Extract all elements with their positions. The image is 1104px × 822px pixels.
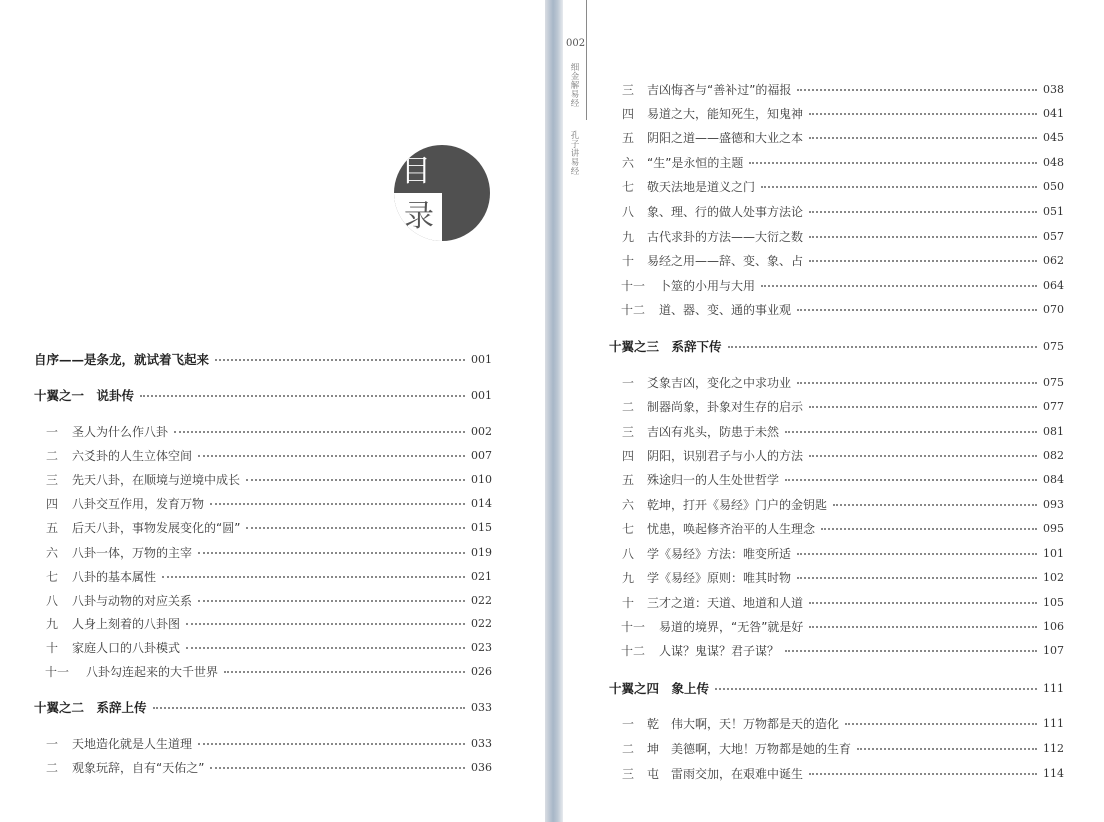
toc-entry-number: 七	[45, 570, 58, 584]
toc-entry-number: 十二	[620, 644, 645, 658]
toc-dot-leader	[797, 89, 1037, 91]
toc-dot-leader	[749, 162, 1037, 164]
toc-entry-title: 人谋？鬼谋？君子谋？	[659, 644, 780, 658]
toc-dot-leader	[809, 260, 1037, 262]
toc-entry-page: 084	[1043, 473, 1064, 486]
toc-entry-number: 九	[45, 617, 58, 631]
toc-entry-page: 101	[1043, 547, 1064, 560]
toc-entry-row	[563, 373, 1104, 393]
toc-dot-leader	[215, 359, 465, 361]
toc-entry-title: 易道的境界，“无咎”就是好	[659, 620, 804, 634]
toc-dot-leader	[809, 211, 1037, 213]
toc-entry-title: 殊途归一的人生处世哲学	[647, 473, 780, 487]
toc-dot-leader	[785, 479, 1037, 481]
toc-entry-row	[0, 543, 545, 563]
toc-entry-page: 007	[471, 449, 492, 462]
toc-entry-page: 001	[471, 353, 492, 366]
toc-dot-leader	[162, 576, 465, 578]
left-page	[0, 0, 545, 822]
toc-entry-page: 026	[471, 665, 492, 678]
toc-entry-row	[0, 567, 545, 587]
toc-dot-leader	[728, 346, 1037, 348]
toc-entry-title: 象、理、行的做人处事方法论	[647, 205, 804, 219]
toc-title-char-2: 录	[404, 199, 434, 234]
toc-entry-row	[563, 593, 1104, 613]
toc-entry-title: 八卦勾连起来的大千世界	[86, 665, 219, 679]
toc-dot-leader	[809, 236, 1037, 238]
toc-entry-title: 乾坤，打开《易经》门户的金钥匙	[647, 498, 828, 512]
toc-entry-number: 三	[621, 767, 634, 781]
toc-dot-leader	[809, 113, 1037, 115]
toc-dot-leader	[809, 137, 1037, 139]
toc-entry-number: 十	[621, 254, 634, 268]
toc-entry-page: 038	[1043, 83, 1064, 96]
toc-entry-page: 010	[471, 473, 492, 486]
toc-entry-number: 八	[45, 594, 58, 608]
toc-entry-row	[563, 470, 1104, 490]
toc-entry-page: 033	[471, 701, 492, 714]
toc-dot-leader	[797, 577, 1037, 579]
toc-entry-number: 九	[621, 571, 634, 585]
toc-entry-number: 十	[45, 641, 58, 655]
toc-dot-leader	[797, 553, 1037, 555]
toc-entry-title: 八卦与动物的对应关系	[72, 594, 193, 608]
toc-entry-row	[563, 177, 1104, 197]
toc-entry-page: 022	[471, 594, 492, 607]
book-gutter	[545, 0, 563, 822]
toc-entry-number: 二	[621, 400, 634, 414]
toc-entry-title: 天地造化就是人生道理	[72, 737, 193, 751]
toc-dot-leader	[785, 431, 1037, 433]
toc-entry-number: 九	[621, 230, 634, 244]
toc-entry-number: 五	[45, 521, 58, 535]
toc-entry-page: 077	[1043, 400, 1064, 413]
toc-section-row	[563, 679, 1104, 699]
toc-entry-title: 八卦的基本属性	[72, 570, 157, 584]
toc-entry-page: 036	[471, 761, 492, 774]
running-title-1: 细金解易经	[570, 63, 580, 109]
toc-entry-title: 屯 雷雨交加，在艰难中诞生	[647, 767, 804, 781]
toc-entry-number: 十一	[620, 279, 645, 293]
toc-entry-title: 易经之用——辞、变、象、占	[647, 254, 804, 268]
toc-entry-row	[563, 641, 1104, 661]
toc-entry-number: 三	[621, 425, 634, 439]
toc-dot-leader	[140, 395, 465, 397]
toc-entry-number: 一	[621, 376, 634, 390]
toc-entry-row	[563, 617, 1104, 637]
toc-entry-row	[563, 300, 1104, 320]
toc-entry-title: 圣人为什么作八卦	[72, 425, 169, 439]
toc-entry-title: 家庭人口的八卦模式	[72, 641, 181, 655]
toc-entry-row	[0, 494, 545, 514]
toc-entry-row	[563, 544, 1104, 564]
toc-entry-row	[563, 251, 1104, 271]
toc-dot-leader	[821, 528, 1037, 530]
toc-entry-page: 082	[1043, 449, 1064, 462]
toc-entry-number: 二	[45, 449, 58, 463]
toc-entry-row	[563, 495, 1104, 515]
toc-entry-row	[563, 764, 1104, 784]
toc-dot-leader	[198, 455, 465, 457]
toc-entry-title: “生”是永恒的主题	[647, 156, 744, 170]
toc-entry-page: 002	[471, 425, 492, 438]
toc-title-badge	[394, 145, 490, 241]
toc-entry-number: 二	[621, 742, 634, 756]
toc-entry-number: 六	[621, 498, 634, 512]
toc-entry-number: 四	[45, 497, 58, 511]
toc-entry-row	[563, 153, 1104, 173]
toc-entry-number: 四	[621, 107, 634, 121]
toc-entry-number: 十一	[620, 620, 645, 634]
toc-entry-page: 075	[1043, 376, 1064, 389]
toc-entry-page: 019	[471, 546, 492, 559]
toc-entry-row	[563, 519, 1104, 539]
toc-entry-page: 111	[1043, 682, 1064, 695]
toc-dot-leader	[224, 671, 465, 673]
toc-entry-title: 古代求卦的方法——大衍之数	[647, 230, 804, 244]
toc-entry-page: 075	[1043, 340, 1064, 353]
toc-dot-leader	[809, 602, 1037, 604]
toc-entry-row	[563, 446, 1104, 466]
toc-entry-row	[0, 591, 545, 611]
toc-dot-leader	[246, 527, 465, 529]
toc-entry-number: 一	[45, 425, 58, 439]
toc-dot-leader	[198, 600, 465, 602]
toc-entry-title: 三才之道：天道、地道和人道	[647, 596, 804, 610]
toc-entry-row	[0, 470, 545, 490]
toc-section-row	[0, 698, 545, 718]
toc-entry-title: 自序——是条龙，就试着飞起来	[34, 352, 210, 367]
toc-entry-page: 050	[1043, 180, 1064, 193]
toc-entry-row	[563, 128, 1104, 148]
toc-entry-row	[0, 518, 545, 538]
toc-dot-leader	[246, 479, 465, 481]
toc-dot-leader	[715, 688, 1037, 690]
toc-entry-title: 十翼之一 说卦传	[34, 388, 135, 403]
right-page	[563, 0, 1104, 822]
toc-entry-number: 二	[45, 761, 58, 775]
toc-dot-leader	[761, 285, 1037, 287]
toc-entry-number: 七	[621, 180, 634, 194]
toc-entry-row	[0, 446, 545, 466]
toc-entry-title: 八卦交互作用，发育万物	[72, 497, 205, 511]
toc-dot-leader	[186, 623, 465, 625]
toc-entry-page: 093	[1043, 498, 1064, 511]
toc-section-row	[0, 386, 545, 406]
toc-section-row	[563, 337, 1104, 357]
toc-entry-title: 十翼之四 象上传	[609, 681, 710, 696]
toc-entry-title: 乾 伟大啊，天！万物都是天的造化	[647, 717, 840, 731]
toc-entry-number: 五	[621, 131, 634, 145]
toc-entry-number: 六	[621, 156, 634, 170]
toc-entry-title: 十翼之二 系辞上传	[34, 700, 147, 715]
toc-entry-row	[563, 80, 1104, 100]
toc-entry-page: 111	[1043, 717, 1064, 730]
toc-entry-page: 033	[471, 737, 492, 750]
toc-entry-page: 057	[1043, 230, 1064, 243]
toc-entry-title: 阴阳，识别君子与小人的方法	[647, 449, 804, 463]
toc-entry-page: 114	[1043, 767, 1064, 780]
toc-entry-page: 001	[471, 389, 492, 402]
toc-entry-row	[563, 202, 1104, 222]
toc-dot-leader	[797, 309, 1037, 311]
toc-entry-title: 敬天法地是道义之门	[647, 180, 756, 194]
toc-title-char-1: 目	[401, 154, 431, 189]
toc-entry-page: 105	[1043, 596, 1064, 609]
toc-entry-page: 102	[1043, 571, 1064, 584]
toc-entry-row	[0, 422, 545, 442]
toc-entry-title: 易道之大，能知死生，知鬼神	[647, 107, 804, 121]
toc-dot-leader	[210, 503, 465, 505]
toc-entry-number: 十	[621, 596, 634, 610]
page-number: 002	[566, 38, 586, 49]
toc-dot-leader	[153, 707, 465, 709]
toc-entry-title: 学《易经》原则：唯其时物	[647, 571, 792, 585]
toc-entry-row	[0, 758, 545, 778]
toc-entry-page: 062	[1043, 254, 1064, 267]
toc-entry-title: 学《易经》方法：唯变所适	[647, 547, 792, 561]
toc-entry-number: 七	[621, 522, 634, 536]
toc-entry-row	[0, 638, 545, 658]
toc-entry-page: 023	[471, 641, 492, 654]
toc-entry-page: 015	[471, 521, 492, 534]
toc-dot-leader	[809, 406, 1037, 408]
toc-entry-title: 阴阳之道——盛德和大业之本	[647, 131, 804, 145]
toc-dot-leader	[809, 455, 1037, 457]
toc-entry-page: 064	[1043, 279, 1064, 292]
toc-entry-title: 十翼之三 系辞下传	[609, 339, 722, 354]
toc-entry-number: 一	[621, 717, 634, 731]
toc-entry-number: 三	[45, 473, 58, 487]
toc-dot-leader	[186, 647, 465, 649]
toc-entry-row	[0, 614, 545, 634]
toc-dot-leader	[857, 748, 1037, 750]
toc-dot-leader	[797, 382, 1037, 384]
toc-entry-row	[563, 397, 1104, 417]
toc-entry-number: 十一	[44, 665, 69, 679]
toc-entry-title: 观象玩辞，自有“天佑之”	[72, 761, 205, 775]
toc-entry-title: 吉凶有兆头，防患于未然	[647, 425, 780, 439]
toc-entry-title: 后天八卦，事物发展变化的“圆”	[72, 521, 241, 535]
toc-dot-leader	[198, 743, 465, 745]
running-title-2: 孔子讲易经	[570, 131, 580, 177]
toc-section-row	[0, 350, 545, 370]
toc-entry-title: 六爻卦的人生立体空间	[72, 449, 193, 463]
toc-entry-title: 人身上刻着的八卦图	[72, 617, 181, 631]
toc-entry-page: 045	[1043, 131, 1064, 144]
toc-dot-leader	[198, 552, 465, 554]
toc-dot-leader	[210, 767, 465, 769]
toc-entry-number: 十二	[620, 303, 645, 317]
toc-entry-row	[563, 568, 1104, 588]
toc-dot-leader	[174, 431, 465, 433]
toc-entry-title: 吉凶悔吝与“善补过”的福报	[647, 83, 792, 97]
header-rule	[586, 0, 587, 120]
toc-entry-page: 041	[1043, 107, 1064, 120]
toc-entry-page: 107	[1043, 644, 1064, 657]
toc-entry-title: 制器尚象，卦象对生存的启示	[647, 400, 804, 414]
toc-entry-page: 051	[1043, 205, 1064, 218]
toc-entry-title: 坤 美德啊，大地！万物都是她的生育	[647, 742, 852, 756]
toc-entry-row	[563, 739, 1104, 759]
toc-entry-number: 一	[45, 737, 58, 751]
toc-entry-title: 道、器、变、通的事业观	[659, 303, 792, 317]
toc-entry-page: 014	[471, 497, 492, 510]
toc-entry-title: 忧患，唤起修齐治平的人生理念	[647, 522, 816, 536]
toc-dot-leader	[845, 723, 1037, 725]
toc-entry-number: 六	[45, 546, 58, 560]
toc-entry-page: 021	[471, 570, 492, 583]
toc-entry-row	[0, 734, 545, 754]
toc-entry-number: 八	[621, 205, 634, 219]
toc-entry-number: 四	[621, 449, 634, 463]
toc-entry-row	[563, 714, 1104, 734]
toc-entry-title: 爻象吉凶，变化之中求功业	[647, 376, 792, 390]
toc-dot-leader	[785, 650, 1037, 652]
toc-entry-title: 八卦一体，万物的主宰	[72, 546, 193, 560]
toc-entry-row	[563, 422, 1104, 442]
toc-entry-row	[0, 662, 545, 682]
toc-entry-page: 112	[1043, 742, 1064, 755]
toc-dot-leader	[833, 504, 1037, 506]
toc-entry-page: 095	[1043, 522, 1064, 535]
toc-entry-page: 048	[1043, 156, 1064, 169]
toc-dot-leader	[809, 773, 1037, 775]
toc-entry-number: 三	[621, 83, 634, 97]
toc-entry-page: 106	[1043, 620, 1064, 633]
toc-dot-leader	[761, 186, 1037, 188]
toc-entry-number: 五	[621, 473, 634, 487]
toc-entry-page: 081	[1043, 425, 1064, 438]
toc-entry-row	[563, 227, 1104, 247]
toc-entry-number: 八	[621, 547, 634, 561]
toc-entry-page: 022	[471, 617, 492, 630]
toc-entry-page: 070	[1043, 303, 1064, 316]
toc-dot-leader	[809, 626, 1037, 628]
toc-entry-row	[563, 276, 1104, 296]
toc-entry-title: 卜筮的小用与大用	[659, 279, 756, 293]
toc-entry-row	[563, 104, 1104, 124]
toc-entry-title: 先天八卦，在顺境与逆境中成长	[72, 473, 241, 487]
